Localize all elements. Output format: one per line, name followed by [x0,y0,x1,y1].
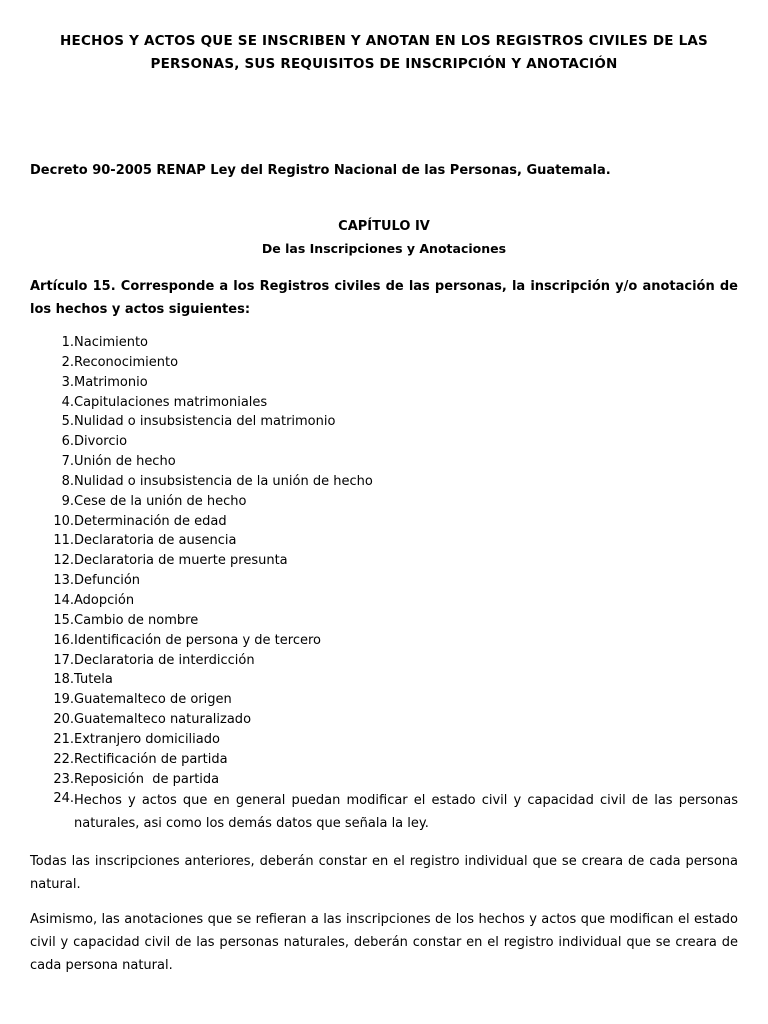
list-item-number: 9. [61,493,74,509]
list-item [30,730,738,750]
list-item-text: Extranjero domiciliado [74,731,220,747]
list-item-number: 7. [61,454,74,470]
list-item-text: Guatemalteco de origen [74,692,232,708]
list-item [30,412,738,432]
list-item [30,591,738,611]
list-item [30,492,738,512]
title-line-1: HECHOS Y ACTOS QUE SE INSCRIBEN Y ANOTAN EN LOS REGISTROS CIVILES DE LAS [60,33,708,49]
list-item-text: Tutela [74,672,113,688]
list-item [30,472,738,492]
list-item-number: 12. [53,553,74,569]
list-item [30,393,738,413]
list-item-number: 1. [61,335,74,350]
list-item-text: Declaratoria de interdicción [74,652,255,668]
list-item-number: 24. [53,791,74,807]
list-item-number: 4. [61,394,74,410]
list-item [30,631,738,651]
list-item [30,770,738,790]
list-item-text: Declaratoria de muerte presunta [74,553,288,569]
list-item [30,789,738,835]
list-item-text: Cambio de nombre [74,612,199,628]
list-item-number: 10. [53,513,74,529]
list-item-text: Cese de la unión de hecho [74,493,247,509]
chapter-heading: CAPÍTULO IV [338,219,430,234]
list-item [30,611,738,631]
document-title [30,30,738,76]
list-item [30,690,738,710]
list-item-number: 23. [53,771,74,787]
facts-list [30,333,738,835]
list-item-number: 17. [53,652,74,668]
list-item-number: 19. [53,692,74,708]
list-item [30,670,738,690]
list-item-text: Determinación de edad [74,513,227,529]
decree-reference: Decreto 90-2005 RENAP Ley del Registro Nacional de las Personas, Guatemala. [30,163,611,178]
list-item [30,551,738,571]
list-item-text: Divorcio [74,434,128,450]
list-item [30,531,738,551]
list-item-text: Identificación de persona y de tercero [74,632,321,648]
list-item-number: 2. [61,354,74,370]
list-item-text: Matrimonio [74,374,148,390]
list-item-number: 16. [53,632,74,648]
list-item-number: 15. [53,612,74,628]
list-item [30,571,738,591]
list-item-text: Defunción [74,573,141,589]
chapter-subheading: De las Inscripciones y Anotaciones [261,241,507,256]
list-item-text: Adopción [74,592,135,608]
list-item-number: 14. [53,592,74,608]
list-item [30,353,738,373]
list-item-text: Reconocimiento [74,354,179,370]
list-item-text: Guatemalteco naturalizado [74,712,252,728]
list-item-number: 6. [61,434,74,450]
list-item [30,710,738,730]
paragraph-inscriptions: Todas las inscripciones anteriores, deberán constar en el registro individual que se creara de cada persona natural. [30,854,738,892]
list-item [30,333,738,353]
list-item-number: 5. [61,414,74,430]
list-item [30,750,738,770]
list-item-text: Unión de hecho [74,454,176,470]
list-item-text: Reposición de partida [74,771,220,787]
list-item-number: 11. [53,533,74,549]
list-item-text: Rectificación de partida [74,751,228,767]
list-item-text: Hechos y actos que en general puedan modificar el estado civil y capacidad civil de las personas naturales, asi como los demás datos que señala la ley. [74,793,738,832]
list-item-number: 3. [61,374,74,390]
list-item-number: 13. [53,573,74,589]
list-item [30,432,738,452]
list-item-number: 18. [53,672,74,688]
title-line-2: PERSONAS, SUS REQUISITOS DE INSCRIPCIÓN Y ANOTACIÓN [150,56,618,72]
list-item-number: 8. [61,473,74,489]
list-item-number: 22. [53,751,74,767]
list-item-text: Nacimiento [74,335,149,350]
list-item-text: Capitulaciones matrimoniales [74,394,268,410]
list-item [30,452,738,472]
chapter-heading-block [30,216,738,260]
list-item-number: 20. [53,712,74,728]
paragraph-annotations: Asimismo, las anotaciones que se refieran a las inscripciones de los hechos y actos que modifican el estado civil y capacidad civil de las personas naturales, deberán constar en el registro individual que se creara de cada persona natural. [30,912,738,973]
list-item-text: Nulidad o insubsistencia de la unión de hecho [74,473,373,489]
list-item-number: 21. [53,731,74,747]
list-item [30,373,738,393]
list-item-text: Nulidad o insubsistencia del matrimonio [74,414,336,430]
list-item [30,651,738,671]
article-intro: Artículo 15. Corresponde a los Registros civiles de las personas, la inscripción y/o anotación de los hechos y actos siguientes: [30,279,738,317]
list-item [30,512,738,532]
list-item-text: Declaratoria de ausencia [74,533,237,549]
